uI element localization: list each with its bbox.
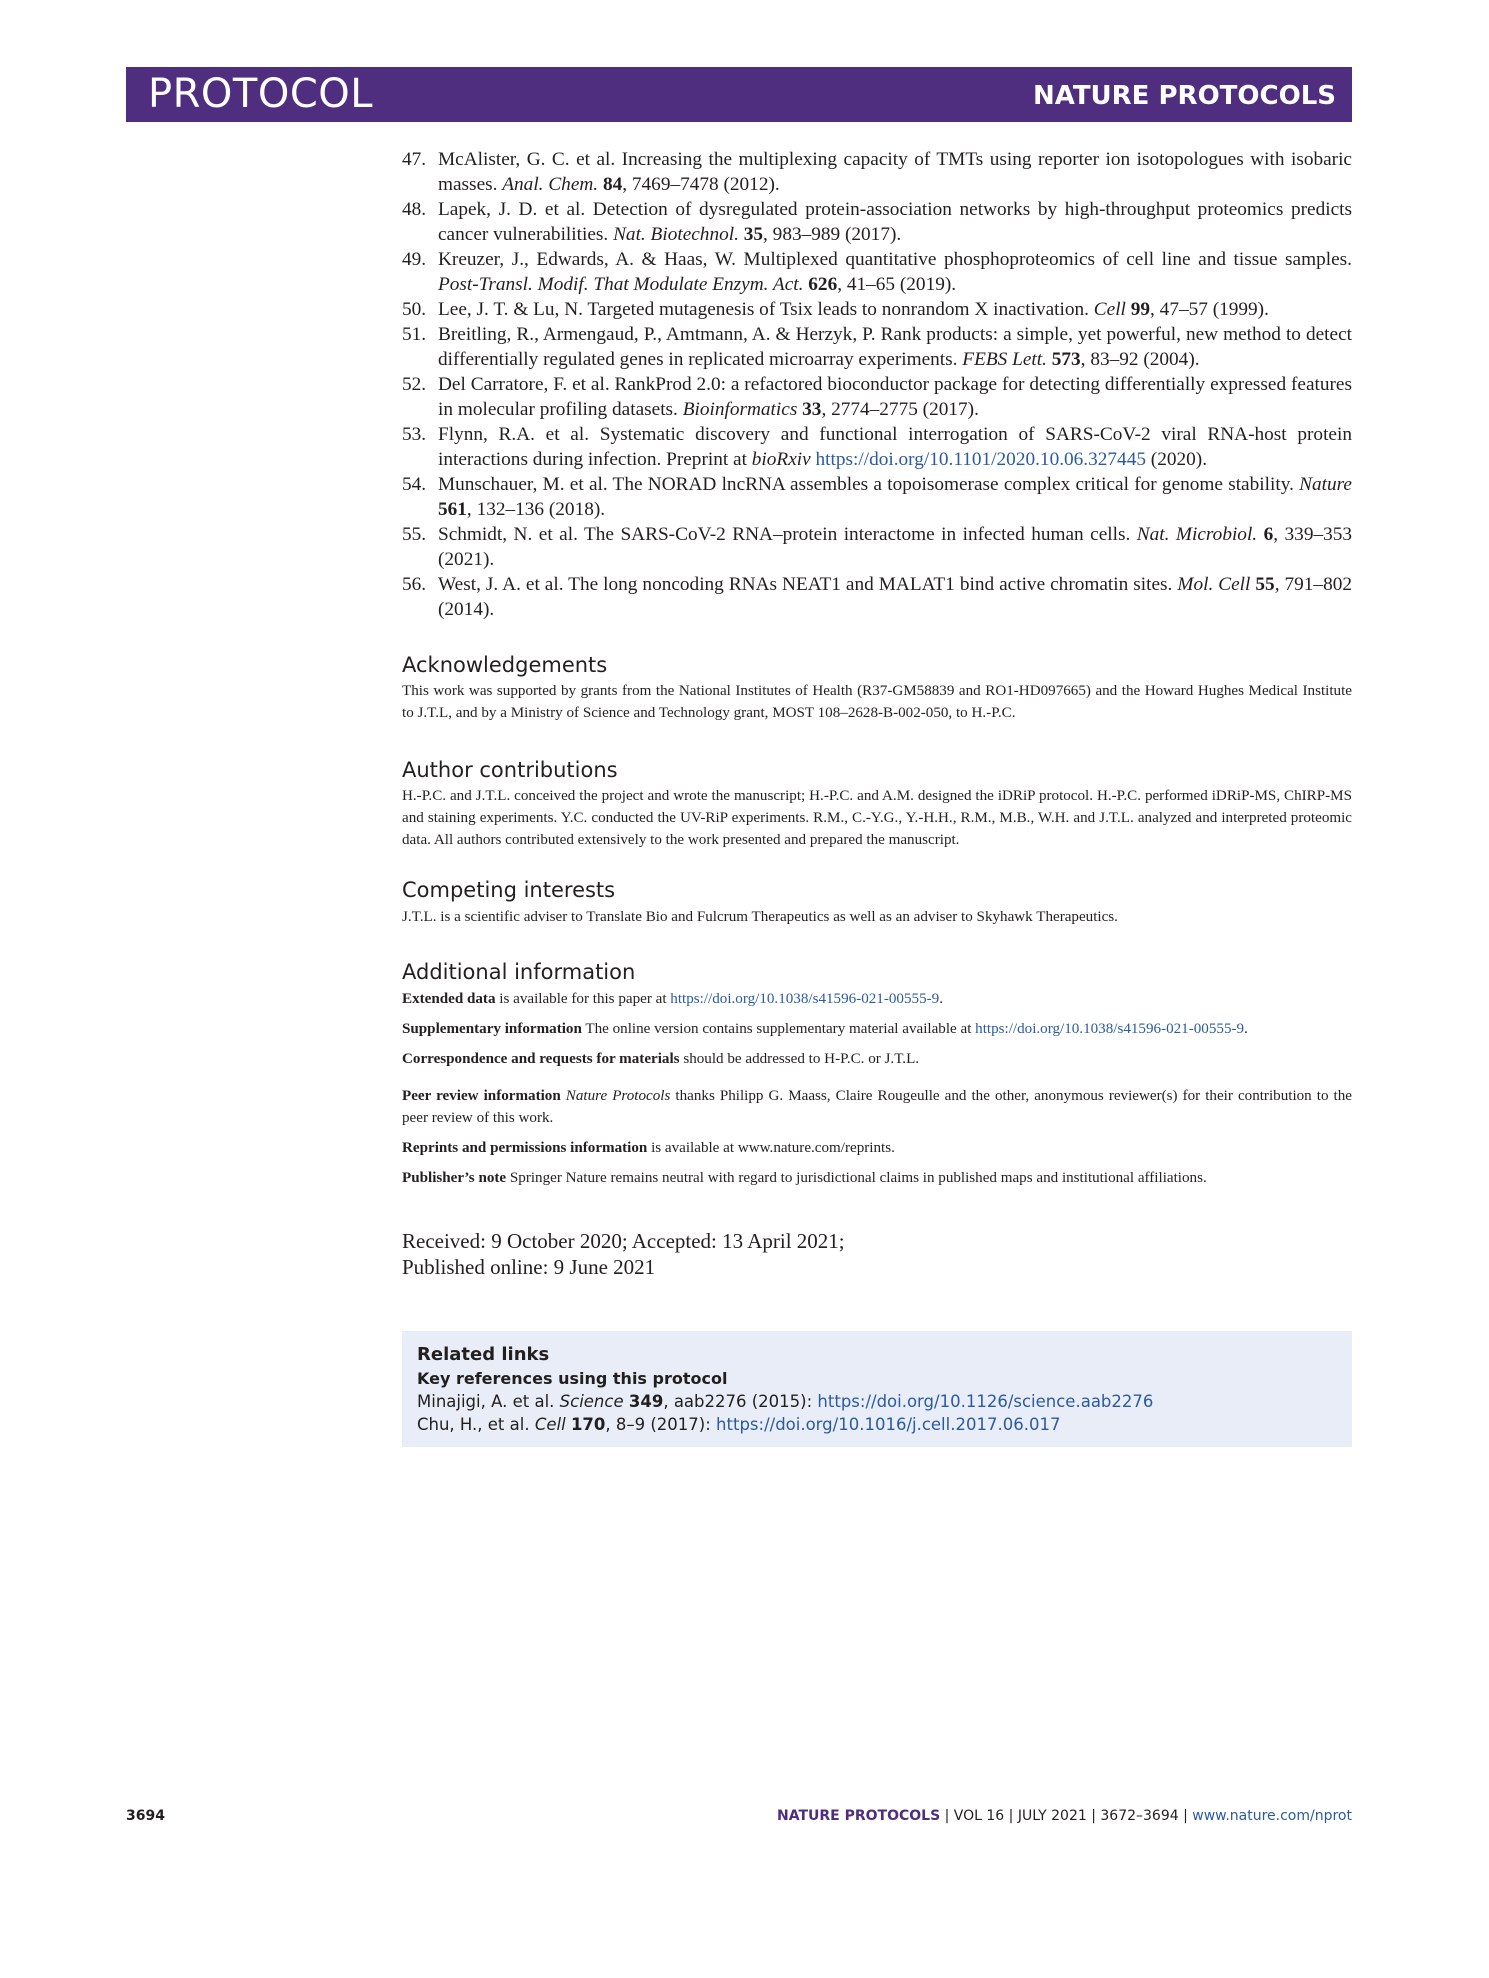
journal-name: NATURE PROTOCOLS xyxy=(1032,81,1336,111)
footer-journal: NATURE PROTOCOLS xyxy=(776,1808,941,1824)
author-contributions-text: H.-P.C. and J.T.L. conceived the project and wrote the manuscript; H.-P.C. and A.M. designed the iDRiP protocol. H.-P.C. performed iDRiP-MS, ChIRP-MS and staining experiments. Y.C. conducted the UV-RiP experiments. R.M., C.-Y.G., Y.-H.H., R.M., M.B., W.H. and J.T.L. analyzed and interpreted proteomic data. All authors contributed extensively to the work presented and prepared the manuscript. xyxy=(402,788,1352,848)
footer-citation xyxy=(777,1808,1352,1824)
reference-item: 54. Munschauer, M. et al. The NORAD lncRNA assembles a topoisomerase complex critical for genome stability. Nature 561, 132–136 (2018). xyxy=(402,474,1352,520)
related-links-box xyxy=(402,1331,1352,1447)
reference-item: 53. Flynn, R.A. et al. Systematic discovery and functional interrogation of SARS-CoV-2 viral RNA-host protein interactions during infection. Preprint at bioRxiv https://doi.org/10.1101/2020.10.06.327445 (2020). xyxy=(402,424,1352,470)
related-link-item: Minajigi, A. et al. Science 349, aab2276 (2015): https://doi.org/10.1126/science.aab2276 xyxy=(417,1392,1154,1411)
reference-item: 55. Schmidt, N. et al. The SARS-CoV-2 RNA–protein interactome in infected human cells. Nat. Microbiol. 6, 339–353 (2021). xyxy=(402,524,1353,570)
reference-item: 51. Breitling, R., Armengaud, P., Amtmann, A. & Herzyk, P. Rank products: a simple, yet powerful, new method to detect differentially regulated genes in replicated microarray experiments. FEBS Lett. 573, 83–92 (2004). xyxy=(402,324,1352,370)
section-label: PROTOCOL xyxy=(148,71,374,117)
header-banner xyxy=(126,67,1352,122)
related-link-item: Chu, H., et al. Cell 170, 8–9 (2017): https://doi.org/10.1016/j.cell.2017.06.017 xyxy=(417,1415,1061,1434)
supplementary-note: Supplementary information The online version contains supplementary material available at https://doi.org/10.1038/s41596-021-00555-9. xyxy=(402,1021,1248,1037)
reference-item: 49. Kreuzer, J., Edwards, A. & Haas, W. Multiplexed quantitative phosphoproteomics of cell line and tissue samples. Post-Transl. Modif. That Modulate Enzym. Act. 626, 41–65 (2019). xyxy=(402,249,1352,295)
reference-item: 50. Lee, J. T. & Lu, N. Targeted mutagenesis of Tsix leads to nonrandom X inactivation. Cell 99, 47–57 (1999). xyxy=(402,299,1269,320)
reference-list xyxy=(402,147,1352,622)
additional-information-heading: Additional information xyxy=(402,960,636,984)
reprints-note: Reprints and permissions information is available at www.nature.com/reprints. xyxy=(402,1140,895,1156)
acknowledgements-heading: Acknowledgements xyxy=(402,653,608,677)
extended-data-link[interactable]: https://doi.org/10.1038/s41596-021-00555-9 xyxy=(670,991,940,1007)
reference-item: 52. Del Carratore, F. et al. RankProd 2.0: a refactored bioconductor package for detecting differentially expressed features in molecular profiling datasets. Bioinformatics 33, 2774–2775 (2017). xyxy=(402,374,1352,420)
correspondence-note: Correspondence and requests for materials should be addressed to H-P.C. or J.T.L. xyxy=(402,1051,920,1067)
competing-interests-heading: Competing interests xyxy=(402,878,616,902)
related-links-title: Related links xyxy=(417,1344,550,1365)
reference-doi-link[interactable]: https://doi.org/10.1101/2020.10.06.327445 xyxy=(815,449,1146,470)
author-contributions-heading: Author contributions xyxy=(402,758,618,782)
publication-dates xyxy=(402,1228,845,1280)
reference-item: 56. West, J. A. et al. The long noncoding RNAs NEAT1 and MALAT1 bind active chromatin sites. Mol. Cell 55, 791–802 (2014). xyxy=(402,574,1352,620)
related-doi-link[interactable]: https://doi.org/10.1016/j.cell.2017.06.017 xyxy=(716,1415,1061,1434)
page-number: 3694 xyxy=(126,1808,165,1824)
extended-data-note: Extended data is available for this paper at https://doi.org/10.1038/s41596-021-00555-9. xyxy=(402,991,943,1007)
published-line: Published online: 9 June 2021 xyxy=(402,1255,656,1279)
supplementary-link[interactable]: https://doi.org/10.1038/s41596-021-00555-9 xyxy=(975,1021,1245,1037)
related-doi-link[interactable]: https://doi.org/10.1126/science.aab2276 xyxy=(817,1392,1154,1411)
footer-details: | VOL 16 | JULY 2021 | 3672–3694 | xyxy=(940,1808,1193,1824)
footer-url-link[interactable]: www.nature.com/nprot xyxy=(1192,1808,1352,1824)
reference-item: 47. McAlister, G. C. et al. Increasing the multiplexing capacity of TMTs using reporter ion isotopologues with isobaric masses. Anal. Chem. 84, 7469–7478 (2012). xyxy=(402,149,1352,195)
received-accepted-line: Received: 9 October 2020; Accepted: 13 April 2021; xyxy=(402,1229,845,1253)
competing-interests-text: J.T.L. is a scientific adviser to Translate Bio and Fulcrum Therapeutics as well as an adviser to Skyhawk Therapeutics. xyxy=(402,909,1118,925)
reference-item: 48. Lapek, J. D. et al. Detection of dysregulated protein-association networks by high-throughput proteomics predicts cancer vulnerabilities. Nat. Biotechnol. 35, 983–989 (2017). xyxy=(402,199,1352,245)
acknowledgements-text: This work was supported by grants from the National Institutes of Health (R37-GM58839 and RO1-HD097665) and the Howard Hughes Medical Institute to J.T.L, and by a Ministry of Science and Technology grant, MOST 108–2628-B-002-050, to H.-P.C. xyxy=(402,683,1352,721)
publishers-note: Publisher’s note Springer Nature remains neutral with regard to jurisdictional claims in published maps and institutional affiliations. xyxy=(402,1170,1207,1186)
peer-review-note: Peer review information Nature Protocols thanks Philipp G. Maass, Claire Rougeulle and the other, anonymous reviewer(s) for their contribution to the peer review of this work. xyxy=(402,1088,1353,1126)
related-links-subtitle: Key references using this protocol xyxy=(417,1369,728,1388)
